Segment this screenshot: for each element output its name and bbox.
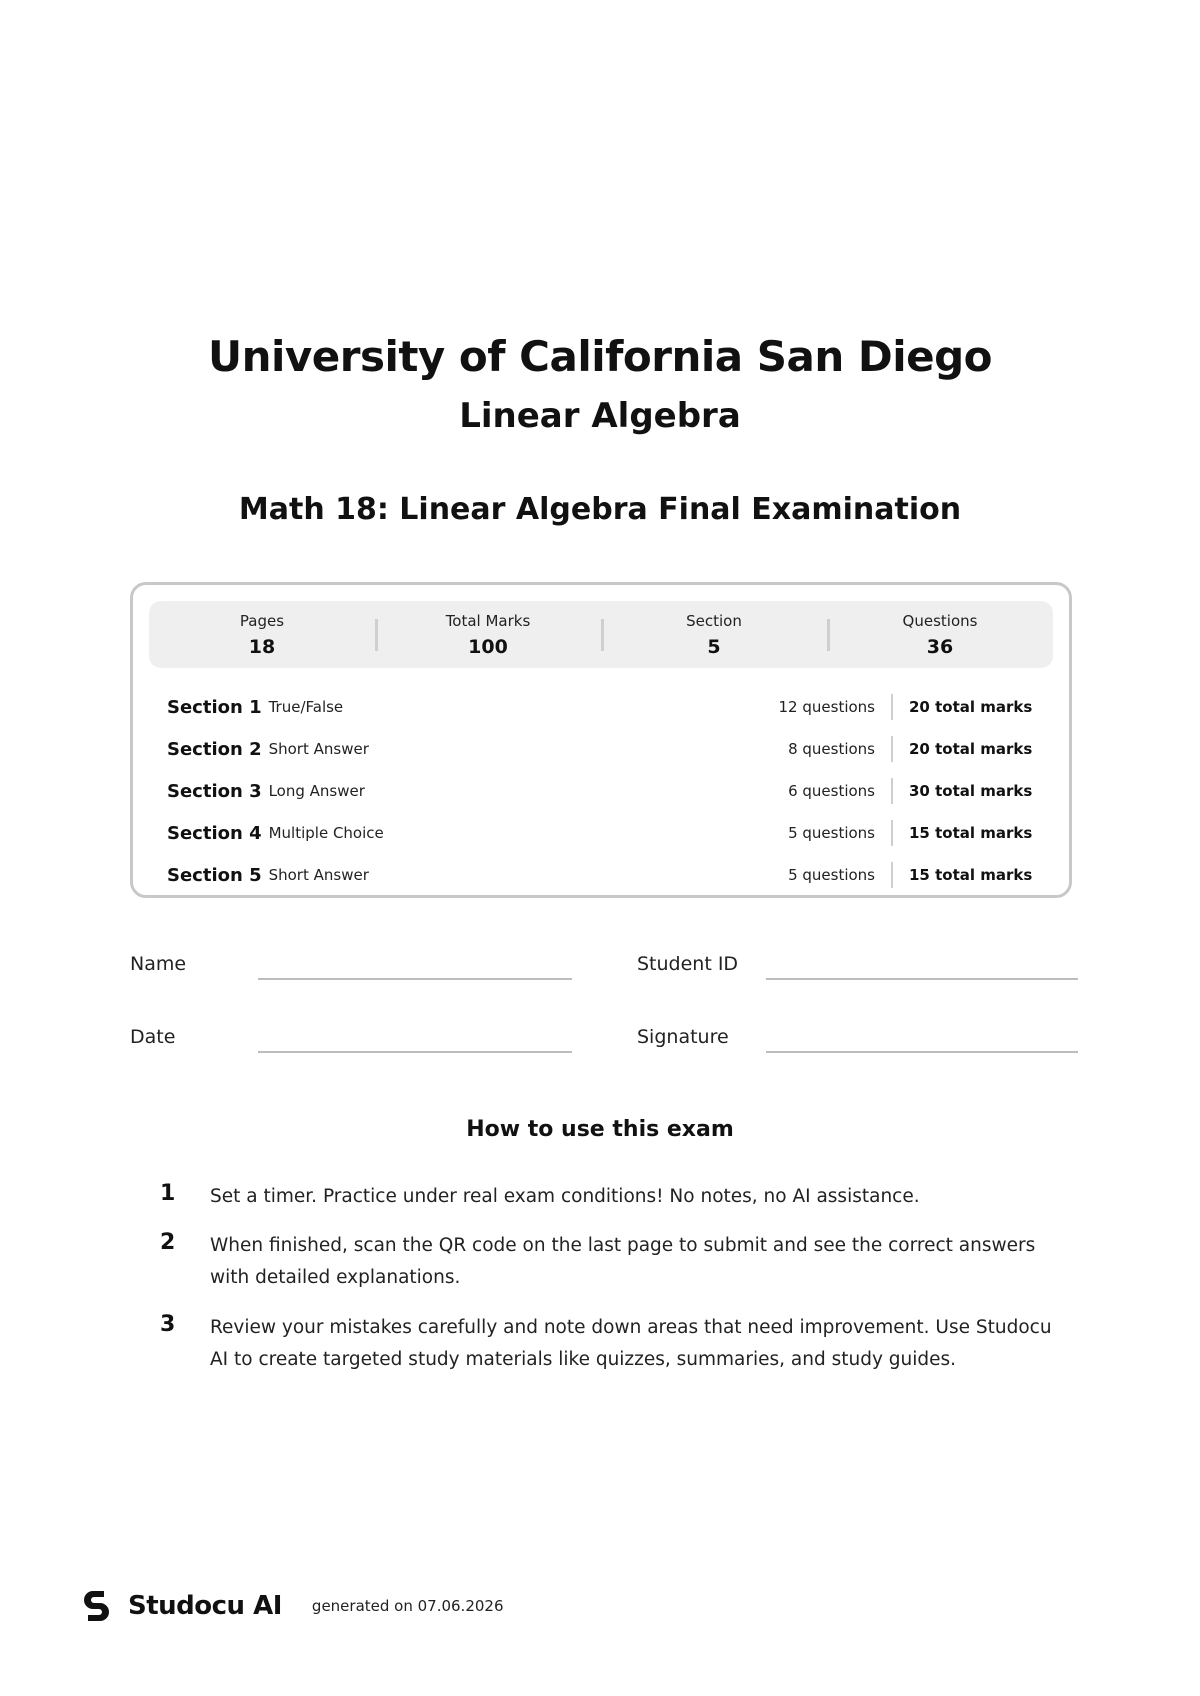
signature-label: Signature (637, 1026, 729, 1048)
howto-title: How to use this exam (466, 1117, 734, 1142)
section-type: True/False (268, 698, 344, 716)
section-name: Section 2 (167, 738, 262, 760)
stat-value: 100 (468, 635, 508, 658)
section-marks: 15 total marks (909, 824, 1033, 842)
exam-summary-box (130, 582, 1072, 898)
course-title: Linear Algebra (459, 396, 741, 436)
step-text: When finished, scan the QR code on the last page to submit and see the correct answers with detailed explanations. (210, 1235, 1036, 1288)
name-field[interactable] (258, 978, 572, 980)
section-marks: 20 total marks (909, 740, 1033, 758)
section-questions: 5 questions (788, 866, 875, 884)
brand-name: Studocu AI (128, 1591, 282, 1621)
section-name: Section 5 (167, 864, 262, 886)
section-name: Section 3 (167, 780, 262, 802)
section-meta (765, 693, 1041, 721)
student-id-field[interactable] (766, 978, 1078, 980)
section-questions: 12 questions (778, 698, 875, 716)
stat-label: Section (686, 611, 742, 630)
stat-value: 36 (926, 635, 954, 658)
student-id-label: Student ID (637, 953, 739, 975)
signature-field[interactable] (766, 1051, 1078, 1053)
stat-value: 18 (248, 635, 276, 658)
stat-total-marks (375, 601, 601, 668)
step-text: Set a timer. Practice under real exam conditions! No notes, no AI assistance. (210, 1186, 920, 1207)
date-field[interactable] (258, 1051, 572, 1053)
studocu-logo-icon (80, 1588, 116, 1624)
section-questions: 5 questions (788, 824, 875, 842)
step-number: 3 (160, 1312, 176, 1337)
section-meta (765, 819, 1041, 847)
footer (80, 1588, 504, 1624)
date-label: Date (130, 1026, 176, 1048)
step-number: 2 (160, 1230, 176, 1255)
step-text: Review your mistakes carefully and note down areas that need improvement. Use Studocu AI to create targeted study materials like quizzes, summaries, and study guides. (210, 1317, 1052, 1370)
section-type: Multiple Choice (268, 824, 384, 842)
section-marks: 30 total marks (909, 782, 1033, 800)
name-label: Name (130, 953, 187, 975)
section-questions: 6 questions (788, 782, 875, 800)
section-row-1 (167, 692, 1041, 722)
stat-label: Pages (239, 611, 285, 630)
section-marks: 15 total marks (909, 866, 1033, 884)
stats-bar (149, 601, 1053, 668)
section-row-2 (167, 734, 1041, 764)
stat-value: 5 (707, 635, 721, 658)
section-row-4 (167, 818, 1041, 848)
section-marks: 20 total marks (909, 698, 1033, 716)
section-meta (765, 777, 1041, 805)
university-title: University of California San Diego (207, 332, 993, 381)
exam-title: Math 18: Linear Algebra Final Examination (238, 492, 962, 527)
section-type: Short Answer (268, 740, 369, 758)
stat-pages (149, 601, 375, 668)
section-name: Section 4 (167, 822, 262, 844)
section-type: Long Answer (268, 782, 365, 800)
stat-label: Questions (902, 611, 978, 630)
section-row-5 (167, 860, 1041, 890)
step-number: 1 (160, 1181, 176, 1206)
stat-label: Total Marks (445, 611, 531, 630)
section-meta (765, 861, 1041, 889)
section-row-3 (167, 776, 1041, 806)
section-type: Short Answer (268, 866, 369, 884)
section-questions: 8 questions (788, 740, 875, 758)
section-meta (765, 735, 1041, 763)
stat-questions (827, 601, 1053, 668)
generated-date: generated on 07.06.2026 (311, 1597, 504, 1615)
section-name: Section 1 (167, 696, 262, 718)
stat-section (601, 601, 827, 668)
